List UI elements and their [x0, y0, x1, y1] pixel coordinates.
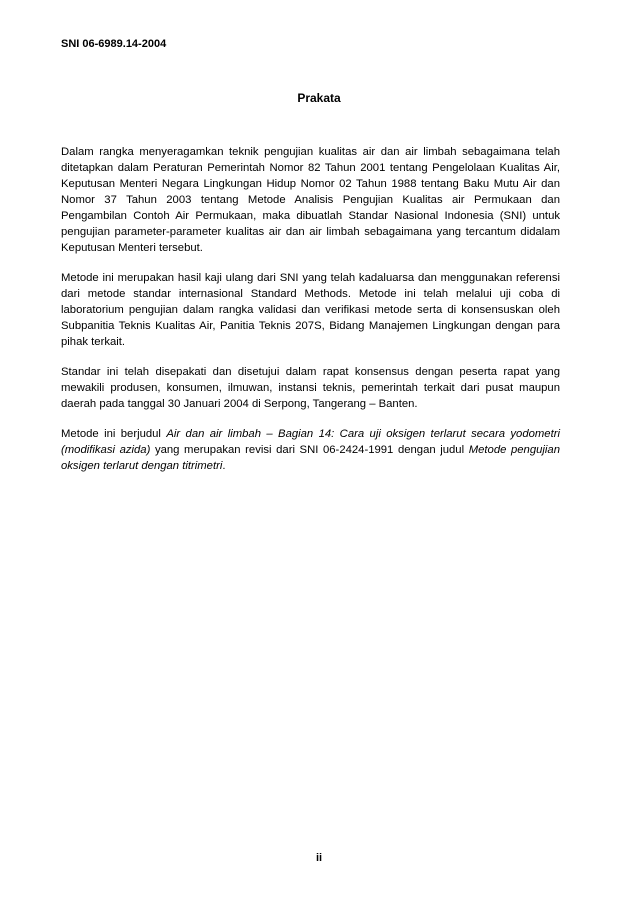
paragraph-1: Dalam rangka menyeragamkan teknik pengujian kualitas air dan air limbah sebagaimana telah ditetapkan dalam Peraturan Pemerintah Nomor 82 Tahun 2001 tentang Pengelolaan Kualitas Air, Keputusan Menteri Negara Lingkungan Hidup Nomor 02 Tahun 1988 tentang Baku Mutu Air dan Nomor 37 Tahun 2003 tentang Metode Analisis Pengujian Kualitas air Permukaan dan Pengambilan Contoh Air Permukaan, maka dibuatlah Standar Nasional Indonesia (SNI) untuk pengujian parameter-parameter kualitas air dan air limbah sebagaimana yang tercantum didalam Keputusan Menteri tersebut.: [61, 146, 560, 254]
paragraph-4-lead: Metode ini berjudul: [61, 428, 167, 440]
page-title: Prakata: [297, 91, 341, 105]
paragraph-4: [61, 426, 560, 474]
paragraph-2: Metode ini merupakan hasil kaji ulang dari SNI yang telah kadaluarsa dan menggunakan referensi dari metode standar internasional Standard Methods. Metode ini telah melalui uji coba di laboratorium pengujian dalam rangka validasi dan verifikasi metode serta di konsensuskan oleh Subpanitia Teknis Kualitas Air, Panitia Teknis 207S, Bidang Manajemen Lingkungan dengan para pihak terkait.: [61, 272, 560, 348]
paragraph-3: Standar ini telah disepakati dan disetujui dalam rapat konsensus dengan peserta rapat yang mewakili produsen, konsumen, ilmuwan, instansi teknis, pemerintah terkait dari pusat maupun daerah pada tanggal 30 Januari 2004 di Serpong, Tangerang – Banten.: [61, 366, 560, 410]
standard-title: Air dan air limbah – Bagian 14: Cara uji oksigen terlarut secara yodometri (modifikasi azida): [61, 428, 560, 456]
old-standard-title: Metode pengujian oksigen terlarut dengan titrimetri: [61, 444, 560, 472]
preface-body: [61, 144, 560, 488]
paragraph-4-middle: yang merupakan revisi dari SNI 06-2424-1991 dengan judul: [150, 444, 469, 456]
document-code: SNI 06-6989.14-2004: [61, 38, 167, 50]
page-number: ii: [315, 852, 323, 864]
paragraph-4-end: .: [222, 460, 226, 472]
